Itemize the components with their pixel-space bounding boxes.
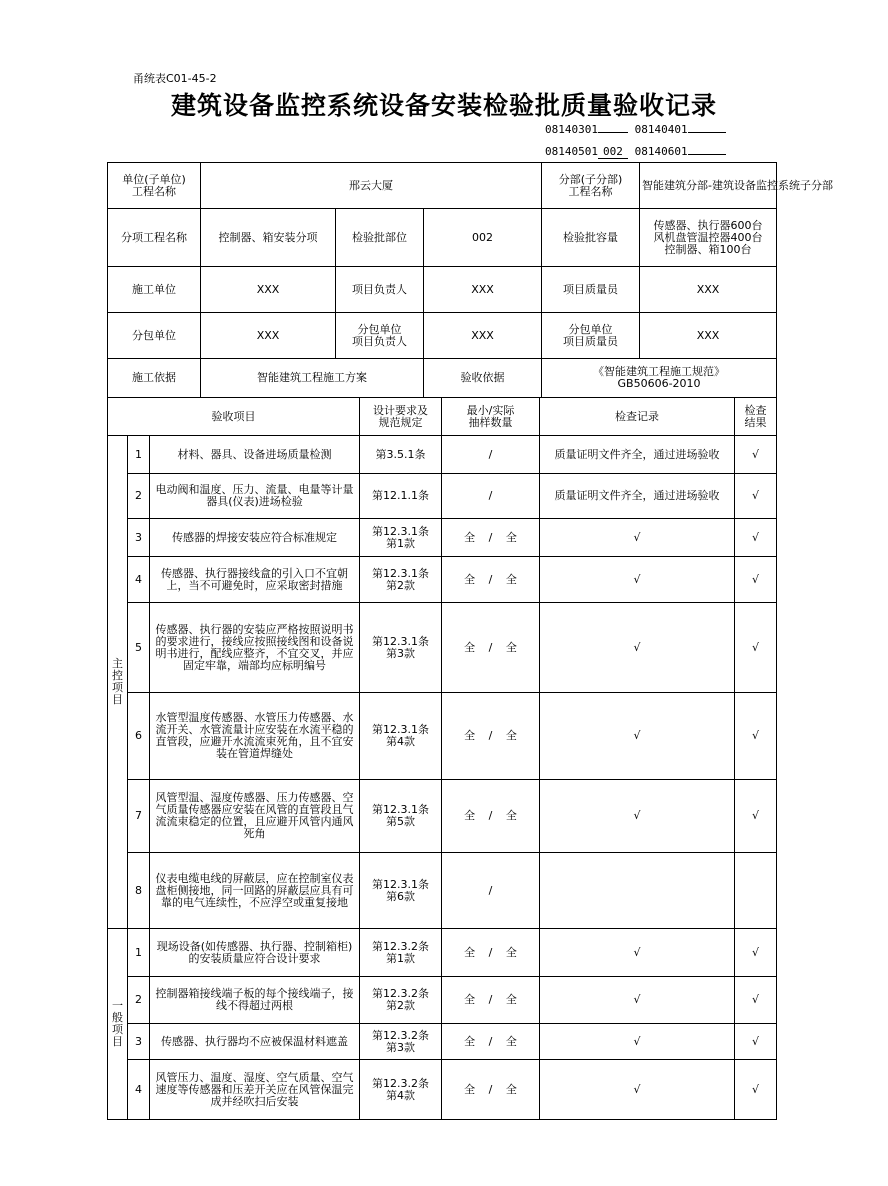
item-description: 现场设备(如传感器、执行器、控制箱柜)的安装质量应符合设计要求 [150,929,360,977]
info-table [107,162,833,398]
batch-capacity-value: 传感器、执行器600台 风机盘管温控器400台 控制器、箱100台 [640,209,777,267]
item-record: 质量证明文件齐全，通过进场验收 [540,436,735,474]
item-result: √ [735,603,777,693]
sub-manager-value: XXX [424,313,542,359]
item-number: 6 [128,693,150,780]
item-clause: 第12.3.1条 第6款 [360,853,442,929]
quality-officer-value: XXX [640,267,777,313]
info-row-unit [108,163,777,209]
header-record: 检查记录 [540,398,735,436]
inspection-table [107,397,777,1120]
item-record: √ [540,1024,735,1060]
main-group-label: 主 控 项 目 [108,436,128,929]
table-row [108,519,777,557]
item-clause: 第12.3.1条 第3款 [360,603,442,693]
item-record: √ [540,557,735,603]
constructor-value: XXX [201,267,336,313]
item-number: 5 [128,603,150,693]
item-record: √ [540,693,735,780]
item-number: 2 [128,474,150,519]
item-result: √ [735,474,777,519]
item-record: √ [540,780,735,853]
batch-code: 08140401 [634,123,688,136]
table-row [108,603,777,693]
info-row-constructor [108,267,777,313]
item-number: 4 [128,1060,150,1120]
sub-quality-value: XXX [640,313,777,359]
general-group-label: 一 般 项 目 [108,929,128,1120]
item-description: 风管压力、温度、湿度、空气质量、空气速度等传感器和压差开关应在风管保温完成并经吹扫后安装 [150,1060,360,1120]
header-result: 检查 结果 [735,398,777,436]
batch-codes-row-2 [545,145,726,159]
basis-value: 智能建筑工程施工方案 [201,359,424,398]
batch-part-label: 检验批部位 [336,209,424,267]
item-result: √ [735,693,777,780]
constructor-label: 施工单位 [108,267,201,313]
item-result: √ [735,1060,777,1120]
table-row [108,693,777,780]
item-record: √ [540,1060,735,1120]
page-title: 建筑设备监控系统设备安装检验批质量验收记录 [170,91,717,120]
item-number: 1 [128,929,150,977]
item-sample: 全 / 全 [442,603,540,693]
batch-code-blank [688,154,726,155]
subcontractor-value: XXX [201,313,336,359]
item-result: √ [735,977,777,1024]
item-sample: 全 / 全 [442,557,540,603]
table-row [108,977,777,1024]
batch-capacity-label: 检验批容量 [542,209,640,267]
subitem-label: 分项工程名称 [108,209,201,267]
table-row [108,474,777,519]
table-row [108,557,777,603]
item-result: √ [735,557,777,603]
header-design: 设计要求及 规范规定 [360,398,442,436]
item-sample: / [442,853,540,929]
item-record [540,853,735,929]
batch-code-blank [598,132,628,133]
item-clause: 第12.3.2条 第1款 [360,929,442,977]
item-record: √ [540,603,735,693]
item-sample: / [442,474,540,519]
item-number: 8 [128,853,150,929]
batch-code-blank [688,132,726,133]
project-manager-value: XXX [424,267,542,313]
table-row [108,1060,777,1120]
item-sample: 全 / 全 [442,519,540,557]
info-row-subcontractor [108,313,777,359]
batch-code: 08140301 [545,123,598,136]
item-result: √ [735,780,777,853]
items-header-row [108,398,777,436]
item-clause: 第12.3.2条 第4款 [360,1060,442,1120]
item-record: √ [540,977,735,1024]
item-description: 传感器、执行器接线盒的引入口不宜朝上，当不可避免时，应采取密封措施 [150,557,360,603]
division-value: 智能建筑分部-建筑设备监控系统子分部 [640,163,777,209]
item-clause: 第12.1.1条 [360,474,442,519]
accept-basis-value: 《智能建筑工程施工规范》 GB50606-2010 [542,359,777,398]
item-description: 仪表电缆电线的屏蔽层，应在控制室仪表盘柜侧接地，同一回路的屏蔽层应具有可靠的电气连续性，不应浮空或重复接地 [150,853,360,929]
division-label: 分部(子分部) 工程名称 [542,163,640,209]
item-result: √ [735,436,777,474]
batch-part-value: 002 [424,209,542,267]
item-clause: 第3.5.1条 [360,436,442,474]
item-sample: 全 / 全 [442,693,540,780]
item-clause: 第12.3.2条 第2款 [360,977,442,1024]
item-number: 3 [128,519,150,557]
batch-code: 08140601 [634,145,688,158]
table-row [108,436,777,474]
unit-label: 单位(子单位) 工程名称 [108,163,201,209]
sub-quality-label: 分包单位 项目质量员 [542,313,640,359]
item-result: √ [735,519,777,557]
sub-manager-label: 分包单位 项目负责人 [336,313,424,359]
item-clause: 第12.3.1条 第5款 [360,780,442,853]
item-record: √ [540,929,735,977]
item-number: 2 [128,977,150,1024]
item-sample: / [442,436,540,474]
item-sample: 全 / 全 [442,780,540,853]
table-row [108,853,777,929]
item-clause: 第12.3.1条 第4款 [360,693,442,780]
batch-code-blank: 002 [598,145,628,159]
header-sample: 最小/实际 抽样数量 [442,398,540,436]
item-result [735,853,777,929]
item-description: 传感器、执行器的安装应严格按照说明书的要求进行，接线应按照接线图和设备说明书进行，配线应整齐，不宜交叉，并应固定牢靠，端部均应标明编号 [150,603,360,693]
form-number: 甬统表C01-45-2 [133,72,217,85]
table-row [108,780,777,853]
item-result: √ [735,1024,777,1060]
item-description: 风管型温、湿度传感器、压力传感器、空气质量传感器应安装在风管的直管段且气流流束稳定的位置，且应避开风管内通风死角 [150,780,360,853]
item-sample: 全 / 全 [442,929,540,977]
item-clause: 第12.3.2条 第3款 [360,1024,442,1060]
batch-code: 08140501 [545,145,598,158]
item-result: √ [735,929,777,977]
item-sample: 全 / 全 [442,977,540,1024]
info-row-subitem [108,209,777,267]
item-description: 电动阀和温度、压力、流量、电量等计量器具(仪表)进场检验 [150,474,360,519]
item-record: 质量证明文件齐全，通过进场验收 [540,474,735,519]
item-clause: 第12.3.1条 第1款 [360,519,442,557]
table-row [108,929,777,977]
unit-value: 邢云大厦 [201,163,542,209]
table-row [108,1024,777,1060]
item-description: 水管型温度传感器、水管压力传感器、水流开关、水管流量计应安装在水流平稳的直管段，应避开水流流束死角，且不宜安装在管道焊缝处 [150,693,360,780]
header-item: 验收项目 [108,398,360,436]
item-number: 4 [128,557,150,603]
item-number: 7 [128,780,150,853]
subcontractor-label: 分包单位 [108,313,201,359]
subitem-value: 控制器、箱安装分项 [201,209,336,267]
item-description: 传感器、执行器均不应被保温材料遮盖 [150,1024,360,1060]
quality-officer-label: 项目质量员 [542,267,640,313]
item-description: 传感器的焊接安装应符合标准规定 [150,519,360,557]
info-row-basis [108,359,777,398]
basis-label: 施工依据 [108,359,201,398]
item-sample: 全 / 全 [442,1060,540,1120]
item-sample: 全 / 全 [442,1024,540,1060]
accept-basis-label: 验收依据 [424,359,542,398]
item-number: 1 [128,436,150,474]
project-manager-label: 项目负责人 [336,267,424,313]
item-description: 控制器箱接线端子板的每个接线端子，接线不得超过两根 [150,977,360,1024]
item-description: 材料、器具、设备进场质量检测 [150,436,360,474]
item-record: √ [540,519,735,557]
item-number: 3 [128,1024,150,1060]
item-clause: 第12.3.1条 第2款 [360,557,442,603]
batch-codes-row-1 [545,123,726,136]
